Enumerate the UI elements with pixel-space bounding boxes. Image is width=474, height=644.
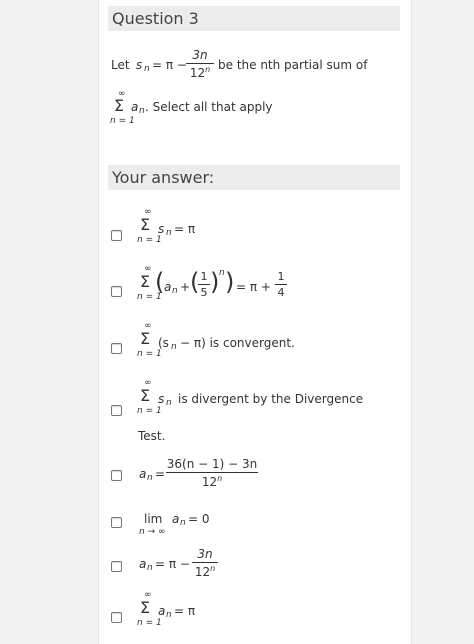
option-1-sigma: Σ [140, 215, 151, 234]
option-5-checkbox[interactable] [111, 470, 122, 481]
option-2-right-den: 4 [277, 286, 285, 299]
option-3-sub: n [171, 342, 177, 352]
option-6-sub: n [180, 518, 186, 528]
series-bottom: n = 1 [110, 116, 135, 126]
option-2-fraction [198, 270, 210, 299]
option-2-sub: n [172, 286, 178, 296]
question-fraction [186, 48, 214, 80]
option-6-rest: = 0 [188, 512, 210, 526]
option-3-sigma: Σ [140, 329, 151, 348]
fraction-bar [198, 284, 210, 285]
series-sigma: Σ [114, 96, 125, 115]
answer-header-label: Your answer: [112, 168, 215, 187]
option-5-sub: n [147, 473, 153, 483]
option-2-inner-open-paren: ( [190, 268, 200, 296]
option-8-checkbox[interactable] [111, 612, 122, 623]
option-6-lim-sub: n → ∞ [139, 527, 166, 537]
option-5-a: a [139, 467, 147, 481]
question-rest: be the nth partial sum of [218, 58, 368, 72]
question-sn: s [136, 58, 143, 72]
option-7-den: 12 [194, 565, 211, 579]
option-4-rest: is divergent by the Divergence [178, 392, 364, 406]
option-7-a: a [139, 557, 147, 571]
option-7-checkbox[interactable] [111, 561, 122, 572]
option-2-frac-den: 5 [200, 286, 208, 299]
option-2-right-num: 1 [277, 270, 285, 283]
series-term-sub: n [139, 106, 145, 116]
option-2-close-paren: ) [225, 268, 235, 296]
option-1-checkbox[interactable] [111, 230, 122, 241]
option-6-checkbox[interactable] [111, 517, 122, 528]
option-1-sub: n [166, 228, 172, 238]
option-2-right-fraction [275, 270, 287, 299]
option-2-eq: = π + [236, 280, 271, 294]
question-frac-den-sup: n [205, 65, 211, 74]
option-3-rest: − π) is convergent. [180, 336, 295, 350]
option-3-bottom: n = 1 [137, 349, 162, 359]
option-1-top: ∞ [144, 207, 152, 217]
option-8-sigma: Σ [140, 598, 151, 617]
option-2-frac-num: 1 [200, 270, 208, 283]
answer-header [108, 165, 400, 190]
option-1-bottom: n = 1 [137, 235, 162, 245]
option-1-rest: = π [174, 222, 196, 236]
option-8-top: ∞ [144, 590, 152, 600]
option-5-num: 36(n − 1) − 3n [166, 457, 258, 471]
series-top: ∞ [118, 89, 126, 99]
fraction-bar [192, 562, 218, 563]
option-2-inner-close-paren: ) [210, 268, 220, 296]
option-6-lim: lim [144, 512, 163, 526]
option-2-sigma: Σ [140, 272, 151, 291]
question-header [108, 6, 400, 31]
option-7-sub: n [147, 563, 153, 573]
option-8-rest: = π [174, 604, 196, 618]
option-4-term: s [158, 392, 165, 406]
option-5-den: 12 [201, 475, 218, 489]
option-3-top: ∞ [144, 321, 152, 331]
fraction-bar [166, 472, 258, 473]
option-7-den-sup: n [210, 564, 216, 573]
option-4-bottom: n = 1 [137, 406, 162, 416]
fraction-bar [275, 284, 287, 285]
option-8-bottom: n = 1 [137, 618, 162, 628]
series-term: a [131, 100, 139, 114]
question-let: Let [111, 58, 130, 72]
question-sn-sub: n [144, 64, 150, 74]
option-4-checkbox[interactable] [111, 405, 122, 416]
option-4-top: ∞ [144, 378, 152, 388]
option-2-exp: n [219, 268, 225, 278]
option-7-num: 3n [197, 547, 213, 561]
option-3-text: (s [158, 336, 169, 350]
option-3-checkbox[interactable] [111, 343, 122, 354]
fraction-bar [186, 63, 214, 64]
option-2-checkbox[interactable] [111, 286, 122, 297]
option-8-sub: n [166, 610, 172, 620]
option-4-sub: n [166, 398, 172, 408]
option-4-line2: Test. [138, 429, 166, 443]
option-5-den-sup: n [217, 474, 223, 483]
option-4-sigma: Σ [140, 386, 151, 405]
option-2-top: ∞ [144, 264, 152, 274]
option-1-term: s [158, 222, 165, 236]
option-2-bottom: n = 1 [137, 292, 162, 302]
option-5-fraction [166, 457, 258, 489]
question-eq: = π − [152, 58, 187, 72]
option-7-fraction [192, 547, 218, 579]
option-8-a: a [158, 604, 166, 618]
option-7-eq: = π − [155, 557, 190, 571]
question-title: Question 3 [112, 9, 199, 28]
series-tail: . Select all that apply [145, 100, 273, 114]
question-frac-num: 3n [192, 48, 208, 62]
option-6-a: a [172, 512, 180, 526]
option-2-open-paren: ( [155, 268, 165, 296]
option-5-eq: = [155, 467, 166, 481]
option-2-plus: + [180, 280, 191, 294]
question-frac-den: 12 [189, 66, 206, 80]
option-2-term: a [164, 280, 172, 294]
